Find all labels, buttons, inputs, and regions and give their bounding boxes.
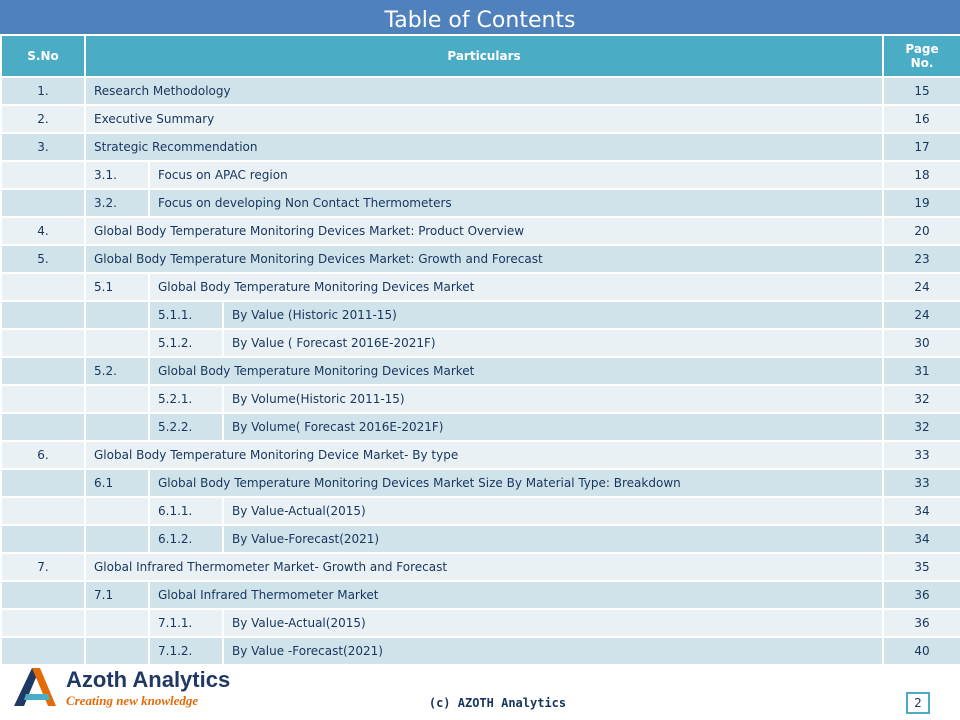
toc-page: 20 — [883, 217, 960, 245]
toc-page: 31 — [883, 357, 960, 385]
toc-label: Global Infrared Thermometer Market — [149, 581, 883, 609]
toc-label: By Value-Forecast(2021) — [223, 525, 883, 553]
toc-indent — [1, 497, 85, 525]
toc-number: 3.2. — [85, 189, 149, 217]
toc-row — [1, 357, 960, 385]
toc-number: 5.1.2. — [149, 329, 223, 357]
toc-page: 32 — [883, 413, 960, 441]
toc-number: 5.1 — [85, 273, 149, 301]
toc-row — [1, 273, 960, 301]
copyright-text: (c) AZOTH Analytics — [428, 696, 567, 710]
toc-page: 34 — [883, 525, 960, 553]
toc-number: 3.1. — [85, 161, 149, 189]
toc-indent — [1, 525, 85, 553]
toc-page: 23 — [883, 245, 960, 273]
toc-row — [1, 385, 960, 413]
toc-indent — [1, 329, 85, 357]
toc-page: 17 — [883, 133, 960, 161]
toc-row — [1, 189, 960, 217]
toc-row — [1, 161, 960, 189]
toc-page: 32 — [883, 385, 960, 413]
toc-page: 40 — [883, 637, 960, 665]
toc-row — [1, 329, 960, 357]
toc-page: 34 — [883, 497, 960, 525]
toc-indent — [1, 301, 85, 329]
toc-indent — [1, 413, 85, 441]
toc-page: 36 — [883, 581, 960, 609]
toc-label: Global Infrared Thermometer Market- Growth and Forecast — [85, 553, 883, 581]
toc-row — [1, 245, 960, 273]
toc-indent — [1, 357, 85, 385]
toc-page: 18 — [883, 161, 960, 189]
toc-label: Focus on APAC region — [149, 161, 883, 189]
toc-label: Global Body Temperature Monitoring Devices Market: Growth and Forecast — [85, 245, 883, 273]
toc-indent — [1, 273, 85, 301]
page-title: Table of Contents — [384, 8, 576, 33]
toc-page: 24 — [883, 301, 960, 329]
toc-indent — [1, 189, 85, 217]
toc-number: 6.1.1. — [149, 497, 223, 525]
toc-label: Global Body Temperature Monitoring Devices Market: Product Overview — [85, 217, 883, 245]
toc-number: 2. — [1, 105, 85, 133]
toc-row — [1, 553, 960, 581]
toc-label: By Value-Actual(2015) — [223, 497, 883, 525]
toc-row — [1, 581, 960, 609]
toc-page: 19 — [883, 189, 960, 217]
toc-number: 7.1.2. — [149, 637, 223, 665]
toc-row — [1, 525, 960, 553]
toc-indent — [85, 301, 149, 329]
toc-row — [1, 133, 960, 161]
toc-number: 7.1 — [85, 581, 149, 609]
toc-indent — [85, 385, 149, 413]
toc-row — [1, 609, 960, 637]
toc-number: 5. — [1, 245, 85, 273]
toc-number: 1. — [1, 77, 85, 105]
logo-tagline: Creating new knowledge — [66, 693, 199, 708]
toc-header-row — [1, 35, 960, 77]
header-page: Page No. — [883, 35, 960, 77]
header-sno: S.No — [1, 35, 85, 77]
toc-indent — [85, 497, 149, 525]
toc-page: 30 — [883, 329, 960, 357]
toc-label: Executive Summary — [85, 105, 883, 133]
toc-label: Global Body Temperature Monitoring Device Market- By type — [85, 441, 883, 469]
toc-indent — [85, 329, 149, 357]
toc-indent — [85, 413, 149, 441]
toc-row — [1, 441, 960, 469]
toc-indent — [1, 469, 85, 497]
toc-label: Focus on developing Non Contact Thermometers — [149, 189, 883, 217]
toc-number: 6.1 — [85, 469, 149, 497]
toc-row — [1, 217, 960, 245]
toc-indent — [1, 609, 85, 637]
toc-row — [1, 637, 960, 665]
toc-row — [1, 105, 960, 133]
toc-row — [1, 301, 960, 329]
toc-number: 7. — [1, 553, 85, 581]
toc-table — [0, 34, 960, 666]
toc-row — [1, 469, 960, 497]
toc-indent — [85, 525, 149, 553]
toc-indent — [1, 581, 85, 609]
toc-number: 6.1.2. — [149, 525, 223, 553]
toc-row — [1, 77, 960, 105]
toc-number: 7.1.1. — [149, 609, 223, 637]
toc-number: 5.2.2. — [149, 413, 223, 441]
toc-label: By Volume(Historic 2011-15) — [223, 385, 883, 413]
toc-number: 5.1.1. — [149, 301, 223, 329]
toc-number: 3. — [1, 133, 85, 161]
logo-name: Azoth Analytics — [66, 667, 231, 692]
toc-label: By Value-Actual(2015) — [223, 609, 883, 637]
toc-label: By Volume( Forecast 2016E-2021F) — [223, 413, 883, 441]
toc-indent — [1, 385, 85, 413]
toc-label: Global Body Temperature Monitoring Devices Market Size By Material Type: Breakdown — [149, 469, 883, 497]
toc-page: 24 — [883, 273, 960, 301]
header-particulars: Particulars — [85, 35, 883, 77]
toc-label: Global Body Temperature Monitoring Devices Market — [149, 273, 883, 301]
toc-page: 36 — [883, 609, 960, 637]
toc-indent — [1, 161, 85, 189]
toc-label: Research Methodology — [85, 77, 883, 105]
toc-number: 5.2.1. — [149, 385, 223, 413]
toc-indent — [85, 609, 149, 637]
toc-page: 15 — [883, 77, 960, 105]
toc-indent — [85, 637, 149, 665]
toc-number: 5.2. — [85, 357, 149, 385]
toc-label: By Value ( Forecast 2016E-2021F) — [223, 329, 883, 357]
toc-page: 16 — [883, 105, 960, 133]
page-number: 2 — [906, 692, 930, 714]
toc-row — [1, 413, 960, 441]
toc-label: Global Body Temperature Monitoring Devices Market — [149, 357, 883, 385]
toc-label: By Value -Forecast(2021) — [223, 637, 883, 665]
toc-page: 35 — [883, 553, 960, 581]
toc-number: 6. — [1, 441, 85, 469]
toc-page: 33 — [883, 441, 960, 469]
toc-label: Strategic Recommendation — [85, 133, 883, 161]
toc-label: By Value (Historic 2011-15) — [223, 301, 883, 329]
toc-row — [1, 497, 960, 525]
toc-indent — [1, 637, 85, 665]
toc-number: 4. — [1, 217, 85, 245]
toc-page: 33 — [883, 469, 960, 497]
